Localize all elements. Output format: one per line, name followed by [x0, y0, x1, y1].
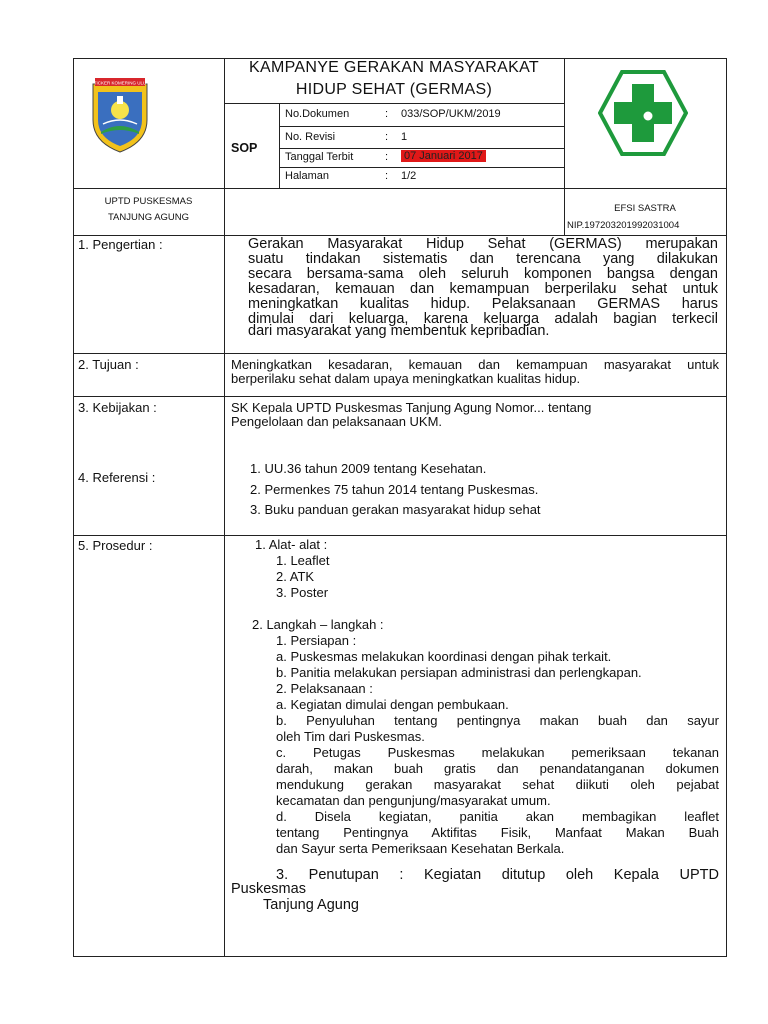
meta-label-revision: No. Revisi: [285, 131, 336, 143]
table-border-right: [726, 58, 727, 957]
pelaksanaan-line: tentang Pentingnya Aktifitas Fisik, Manfaat Makan Buah: [276, 825, 719, 840]
section-label-pengertian: 1. Pengertian :: [78, 237, 163, 252]
meta-sep-doc-number: :: [385, 108, 389, 120]
pengertian-line: Gerakan Masyarakat Hidup Sehat (GERMAS) merupakan: [248, 236, 718, 252]
pelaksanaan-line: b. Penyuluhan tentang pentingnya makan buah dan sayur: [276, 713, 719, 728]
header-row-line: [73, 188, 727, 189]
label-column-divider: [224, 235, 225, 957]
section-label-referensi: 4. Referensi :: [78, 470, 156, 485]
row-line-tujuan: [73, 353, 727, 354]
table-border-left: [73, 58, 74, 957]
meta-line-2: [279, 148, 564, 149]
pelaksanaan-heading: 2. Pelaksanaan :: [276, 681, 373, 696]
referensi-item: 1. UU.36 tahun 2009 tentang Kesehatan.: [250, 461, 487, 476]
pelaksanaan-line: darah, makan buah gratis dan penandatanganan dokumen: [276, 761, 719, 776]
pengertian-line: meningkatkan kualitas hidup. Pelaksanaan GERMAS harus: [248, 296, 718, 312]
langkah-heading: 2. Langkah – langkah :: [252, 617, 384, 632]
meta-line-0: [224, 103, 564, 104]
pelaksanaan-line: oleh Tim dari Puskesmas.: [276, 729, 425, 744]
meta-label-issue-date: Tanggal Terbit: [285, 151, 354, 163]
penutupan-line: Tanjung Agung: [263, 897, 359, 913]
pelaksanaan-line: mendukung gerakan masyarakat sehat diikuti oleh pejabat: [276, 777, 719, 792]
org-name-line2: TANJUNG AGUNG: [107, 212, 190, 223]
regional-emblem-logo: [89, 76, 151, 154]
emblem-ribbon-text: TICKER KOMERING ULU: [93, 80, 147, 86]
meta-line-3: [279, 167, 564, 168]
pengertian-line: suatu tindakan sistematis dan terencana yang dilakukan: [248, 251, 718, 267]
persiapan-item: a. Puskesmas melakukan koordinasi dengan pihak terkait.: [276, 649, 612, 664]
pengertian-line: kesadaran, kemauan dan kemampuan berperilaku sehat untuk: [248, 281, 718, 297]
signer-nip: NIP.197203201992031004: [567, 220, 680, 231]
meta-value-issue-date: 07 Januari 2017: [401, 150, 486, 162]
meta-value-doc-number: 033/SOP/UKM/2019: [401, 108, 501, 120]
pengertian-line: secara bersama-sama oleh seluruh komponen bangsa dengan: [248, 266, 718, 282]
pelaksanaan-line: a. Kegiatan dimulai dengan pembukaan.: [276, 697, 509, 712]
pengertian-line: dimulai dari keluarga, karena keluarga adalah bagian terkecil: [248, 311, 718, 327]
pelaksanaan-line: kecamatan dan pengunjung/masyarakat umum.: [276, 793, 551, 808]
sop-label: SOP: [231, 141, 258, 155]
alat-item: 2. ATK: [276, 569, 315, 584]
penutupan-line: 3. Penutupan : Kegiatan ditutup oleh Kepala UPTD: [276, 867, 719, 883]
penutupan-line: Puskesmas: [231, 881, 306, 897]
meta-label-page: Halaman: [285, 170, 330, 182]
tujuan-line: berperilaku sehat dalam upaya meningkatkan kualitas hidup.: [231, 371, 581, 386]
pengertian-line: dari masyarakat yang membentuk kepribadian.: [248, 323, 550, 339]
pelaksanaan-line: c. Petugas Puskesmas melakukan pemeriksaan tekanan: [276, 745, 719, 760]
persiapan-item: b. Panitia melakukan persiapan administrasi dan perlengkapan.: [276, 665, 642, 680]
tujuan-line: Meningkatkan kesadaran, kemauan dan kemampuan masyarakat untuk: [231, 357, 719, 372]
row-line-kebijakan: [73, 396, 727, 397]
meta-label-doc-number: No.Dokumen: [285, 108, 350, 120]
document-title-line1: KAMPANYE GERAKAN MASYARAKAT: [249, 59, 539, 76]
alat-item: 1. Leaflet: [276, 553, 330, 568]
shield-emblem-icon: [89, 76, 151, 154]
persiapan-heading: 1. Persiapan :: [276, 633, 357, 648]
alat-heading: 1. Alat- alat :: [255, 537, 328, 552]
health-cross-icon: [598, 70, 688, 156]
table-border-bottom: [73, 956, 727, 957]
document-title-line2: HIDUP SEHAT (GERMAS): [295, 81, 493, 98]
referensi-item: 3. Buku panduan gerakan masyarakat hidup sehat: [250, 502, 541, 517]
kebijakan-line: SK Kepala UPTD Puskesmas Tanjung Agung Nomor... tentang: [231, 400, 592, 415]
kebijakan-line: Pengelolaan dan pelaksanaan UKM.: [231, 414, 443, 429]
meta-sep-issue-date: :: [385, 151, 389, 163]
signer-name: EFSI SASTRA: [614, 203, 676, 214]
meta-value-revision: 1: [401, 131, 408, 143]
referensi-item: 2. Permenkes 75 tahun 2014 tentang Puskesmas.: [250, 482, 539, 497]
puskesmas-logo: [598, 70, 688, 156]
sop-divider: [279, 103, 280, 188]
section-label-tujuan: 2. Tujuan :: [78, 357, 139, 372]
row-line-prosedur: [73, 535, 727, 536]
section-label-prosedur: 5. Prosedur :: [78, 538, 153, 553]
alat-item: 3. Poster: [276, 585, 329, 600]
meta-line-1: [279, 126, 564, 127]
org-name-line1: UPTD PUSKESMAS: [104, 196, 193, 207]
meta-sep-page: :: [385, 170, 389, 182]
pelaksanaan-line: d. Disela kegiatan, panitia akan membagikan leaflet: [276, 809, 719, 824]
pelaksanaan-line: dan Sayur serta Pemeriksaan Kesehatan Berkala.: [276, 841, 565, 856]
meta-sep-revision: :: [385, 131, 389, 143]
meta-value-page: 1/2: [401, 170, 417, 182]
section-label-kebijakan: 3. Kebijakan :: [78, 400, 157, 415]
